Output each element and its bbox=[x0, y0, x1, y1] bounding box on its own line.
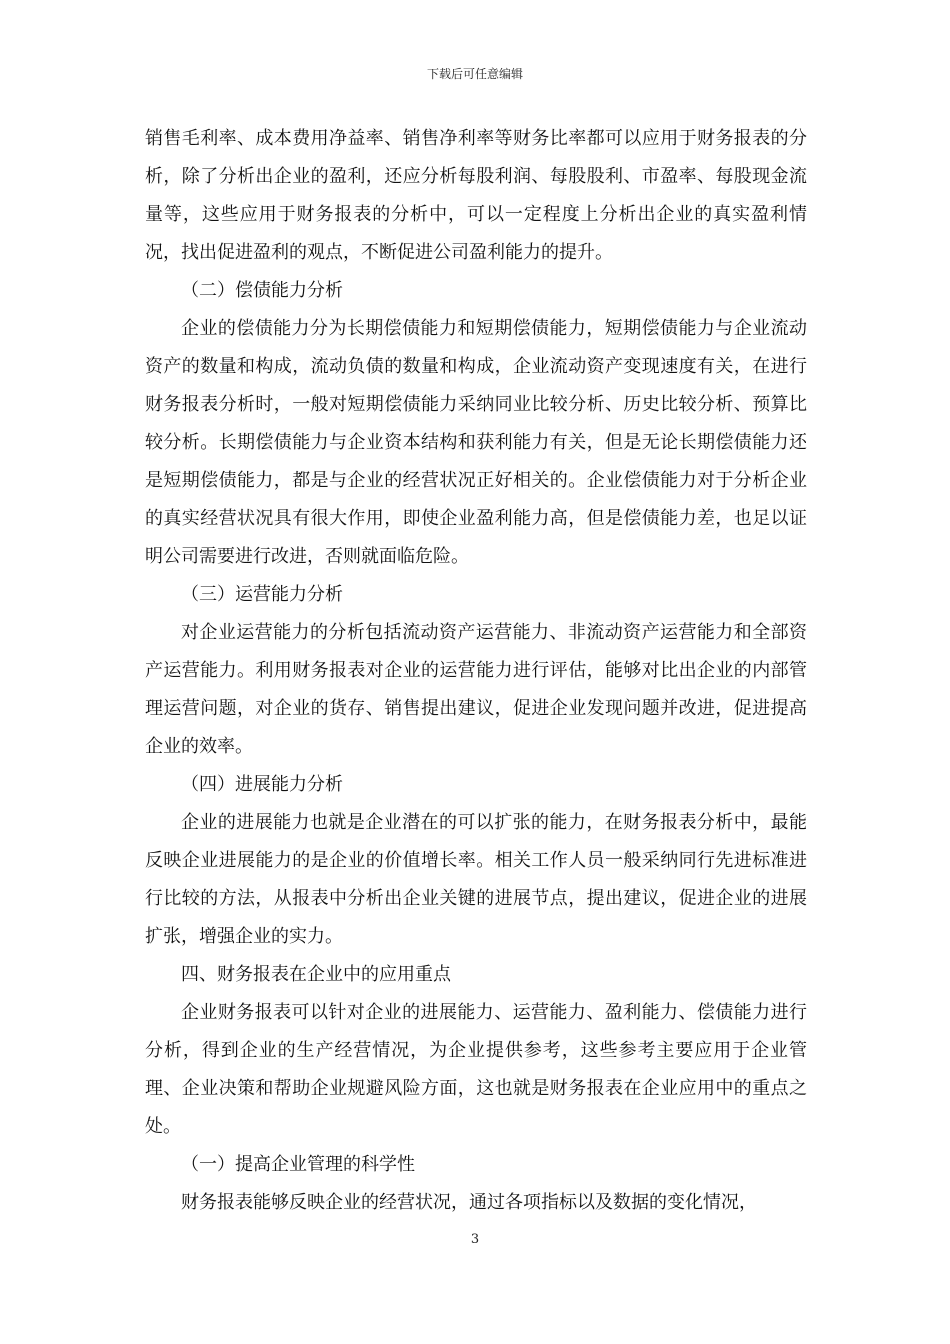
section-heading-development: （四）进展能力分析 bbox=[181, 774, 343, 795]
paragraph-application-focus: 企业财务报表可以针对企业的进展能力、运营能力、盈利能力、偿债能力进行分析，得到企业的生产经营情况，为企业提供参考，这些参考主要应用于企业管理、企业决策和帮助企业规避风险方面，这也就是财务报表在企业应用中的重点之处。 bbox=[145, 1002, 807, 1137]
section-heading-solvency: （二）偿债能力分析 bbox=[181, 280, 343, 301]
section-heading-operating: （三）运营能力分析 bbox=[181, 584, 343, 605]
document-body bbox=[145, 120, 807, 1222]
paragraph-profitability-continued: 销售毛利率、成本费用净益率、销售净利率等财务比率都可以应用于财务报表的分析，除了分析出企业的盈利，还应分析每股利润、每股股利、市盈率、每股现金流量等，这些应用于财务报表的分析中，可以一定程度上分析出企业的真实盈利情况，找出促进盈利的观点，不断促进公司盈利能力的提升。 bbox=[145, 128, 807, 263]
paragraph-solvency: 企业的偿债能力分为长期偿债能力和短期偿债能力，短期偿债能力与企业流动资产的数量和构成，流动负债的数量和构成，企业流动资产变现速度有关，在进行财务报表分析时，一般对短期偿债能力采纳同业比较分析、历史比较分析、预算比较分析。长期偿债能力与企业资本结构和获利能力有关，但是无论长期偿债能力还是短期偿债能力，都是与企业的经营状况正好相关的。企业偿债能力对于分析企业的真实经营状况具有很大作用，即使企业盈利能力高，但是偿债能力差，也足以证明公司需要进行改进，否则就面临危险。 bbox=[145, 318, 807, 567]
section-heading-application-focus: 四、财务报表在企业中的应用重点 bbox=[181, 964, 451, 985]
page-number: 3 bbox=[470, 1232, 480, 1247]
section-heading-management: （一）提高企业管理的科学性 bbox=[181, 1154, 415, 1175]
paragraph-management: 财务报表能够反映企业的经营状况，通过各项指标以及数据的变化情况， bbox=[181, 1192, 757, 1213]
page-header: 下载后可任意编辑 bbox=[426, 67, 523, 81]
paragraph-development: 企业的进展能力也就是企业潜在的可以扩张的能力，在财务报表分析中，最能反映企业进展能力的是企业的价值增长率。相关工作人员一般采纳同行先进标准进行比较的方法，从报表中分析出企业关键的进展节点，提出建议，促进企业的进展扩张，增强企业的实力。 bbox=[145, 812, 807, 947]
paragraph-operating: 对企业运营能力的分析包括流动资产运营能力、非流动资产运营能力和全部资产运营能力。利用财务报表对企业的运营能力进行评估，能够对比出企业的内部管理运营问题，对企业的货存、销售提出建议，促进企业发现问题并改进，促进提高企业的效率。 bbox=[145, 622, 807, 757]
